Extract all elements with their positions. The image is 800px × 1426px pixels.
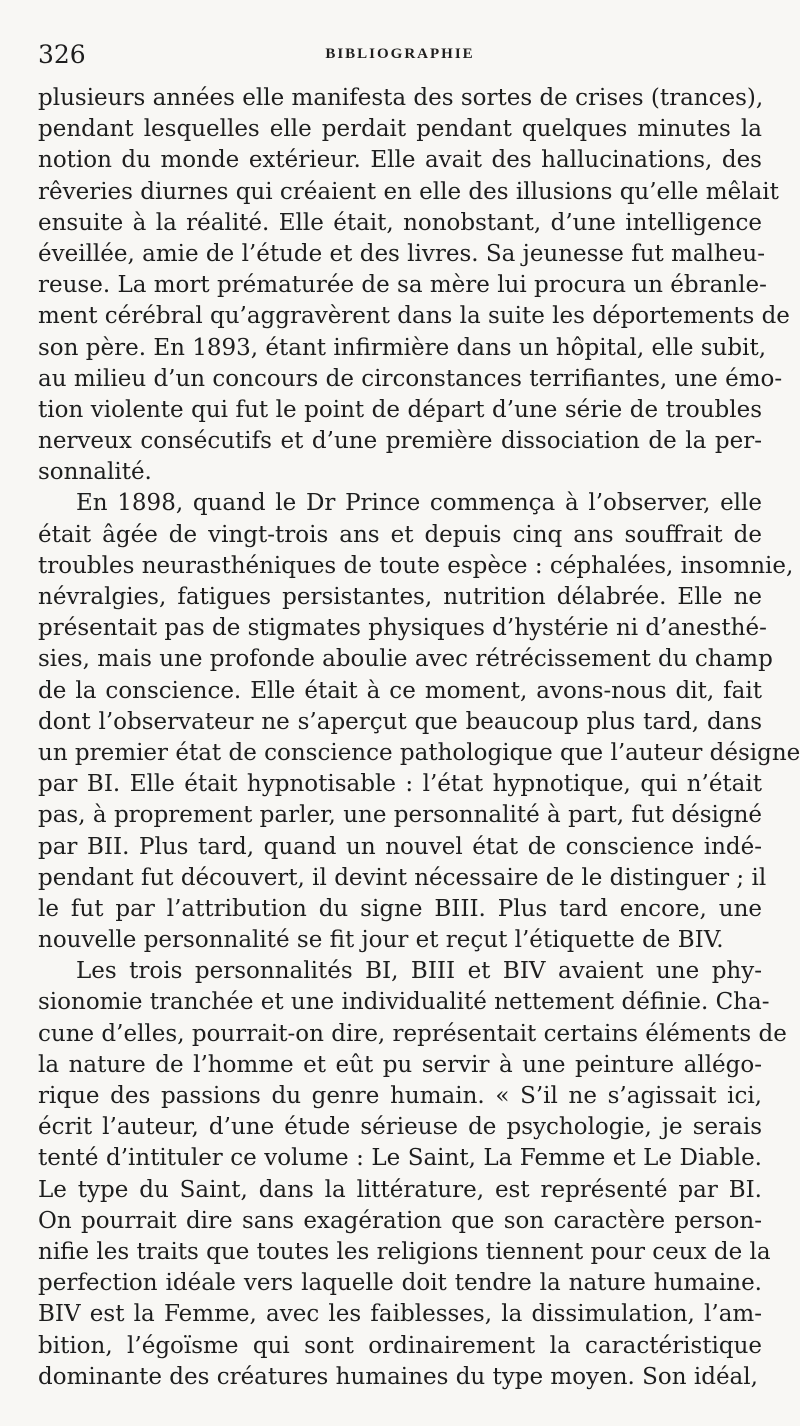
text-line: présentait pas de stigmates physiques d’hystérie ni d’anesthé- (38, 615, 767, 642)
text-line: plusieurs années elle manifesta des sortes de crises (trances), (38, 85, 764, 111)
text-line: nerveux consécutifs et d’une première dissociation de la per- (38, 428, 762, 455)
text-line: son père. En 1893, étant infirmière dans un hôpital, elle subit, (38, 334, 767, 361)
text-line: au milieu d’un concours de circonstances terrifiantes, une émo- (38, 365, 783, 392)
text-line: nifie les traits que toutes les religions tiennent pour ceux de la (38, 1238, 771, 1265)
text-line: cune d’elles, pourrait-on dire, représentait certains éléments de (38, 1020, 787, 1047)
text-line: Le type du Saint, dans la littérature, est représenté par BI. (38, 1176, 762, 1203)
text-line: était âgée de vingt-trois ans et depuis cinq ans souffrait de (38, 521, 762, 548)
text-line: dominante des créatures humaines du type moyen. Son idéal, (38, 1363, 758, 1390)
text-line: En 1898, quand le Dr Prince commença à l’observer, elle (76, 490, 762, 517)
body-text (38, 83, 800, 1393)
page-number: 326 (38, 40, 86, 69)
text-line: rêveries diurnes qui créaient en elle des illusions qu’elle mêlait (38, 178, 779, 205)
text-line: dont l’observateur ne s’aperçut que beaucoup plus tard, dans (38, 708, 762, 735)
text-line: par BI. Elle était hypnotisable : l’état hypnotique, qui n’était (38, 771, 762, 798)
text-line: nouvelle personnalité se fit jour et reçut l’étiquette de BIV. (38, 927, 724, 954)
text-line: sonnalité. (38, 459, 152, 486)
text-line: par BII. Plus tard, quand un nouvel état de conscience indé- (38, 833, 762, 860)
text-line: rique des passions du genre humain. « S’il ne s’agissait ici, (38, 1083, 762, 1109)
text-line: On pourrait dire sans exagération que son caractère person- (38, 1207, 762, 1234)
text-line: pendant lesquelles elle perdait pendant quelques minutes la (38, 116, 762, 143)
text-line: tenté d’intituler ce volume : Le Saint, La Femme et Le Diable. (38, 1145, 762, 1172)
paragraph (38, 956, 787, 1393)
text-line: reuse. La mort prématurée de sa mère lui procura un ébranle- (38, 272, 767, 299)
paragraph (38, 488, 800, 956)
text-line: tion violente qui fut le point de départ d’une série de troubles (38, 396, 762, 423)
text-line: BIV est la Femme, avec les faiblesses, la dissimulation, l’am- (38, 1301, 762, 1328)
text-line: Les trois personnalités BI, BIII et BIV avaient une phy- (76, 958, 762, 985)
text-line: sies, mais une profonde aboulie avec rétrécissement du champ (38, 646, 773, 673)
page-header (38, 40, 762, 74)
text-line: pas, à proprement parler, une personnalité à part, fut désigné (38, 802, 762, 829)
text-line: écrit l’auteur, d’une étude sérieuse de psychologie, je serais (38, 1114, 762, 1141)
paragraph (38, 83, 790, 488)
text-line: un premier état de conscience pathologique que l’auteur désigne (38, 739, 800, 766)
text-line: troubles neurasthéniques de toute espèce : céphalées, insomnie, (38, 552, 794, 579)
text-line: le fut par l’attribution du signe BIII. Plus tard encore, une (38, 895, 762, 922)
text-line: ensuite à la réalité. Elle était, nonobstant, d’une intelligence (38, 209, 762, 236)
text-line: sionomie tranchée et une individualité nettement définie. Cha- (38, 989, 770, 1016)
text-line: éveillée, amie de l’étude et des livres. Sa jeunesse fut malheu- (38, 240, 765, 267)
running-head: BIBLIOGRAPHIE (325, 46, 475, 62)
text-line: la nature de l’homme et eût pu servir à une peinture allégo- (38, 1051, 762, 1078)
text-line: bition, l’égoïsme qui sont ordinairement la caractéristique (38, 1332, 762, 1359)
text-line: de la conscience. Elle était à ce moment, avons-nous dit, fait (38, 677, 762, 704)
text-line: ment cérébral qu’aggravèrent dans la suite les déportements de (38, 303, 790, 330)
text-line: pendant fut découvert, il devint nécessaire de le distinguer ; il (38, 864, 767, 891)
text-line: notion du monde extérieur. Elle avait des hallucinations, des (38, 147, 762, 174)
text-line: perfection idéale vers laquelle doit tendre la nature humaine. (38, 1270, 762, 1297)
text-line: névralgies, fatigues persistantes, nutrition délabrée. Elle ne (38, 584, 762, 610)
